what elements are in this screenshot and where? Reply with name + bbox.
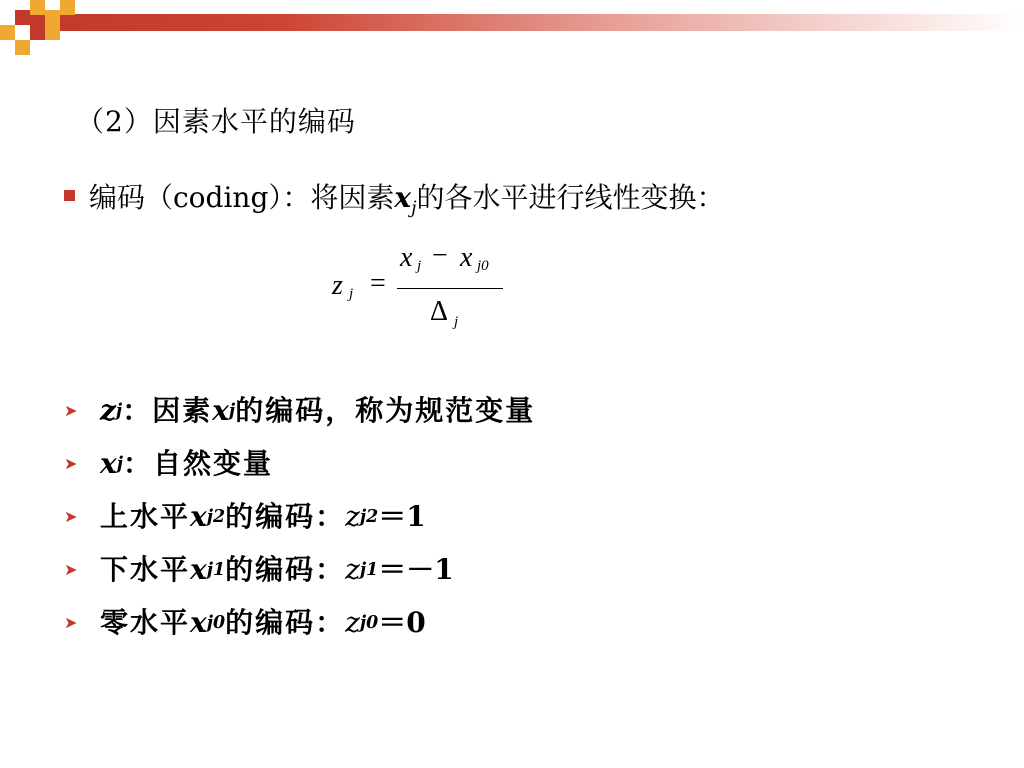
item-text: ：因素	[122, 393, 213, 427]
item-sub: j1	[206, 559, 226, 580]
item-sub: j	[115, 400, 123, 421]
list-item	[64, 543, 964, 596]
item-sub: j2	[206, 506, 226, 527]
item-zsub: j1	[359, 559, 379, 580]
item-prefix: 下水平	[100, 552, 191, 586]
main-bullet	[64, 176, 725, 219]
formula-numerator-b: x	[460, 242, 473, 273]
formula-numerator-a: x	[400, 242, 413, 273]
list-item	[64, 490, 964, 543]
header-gradient-bar	[30, 14, 1024, 31]
arrowhead-icon: ➤	[64, 453, 78, 473]
item-text: 的编码：	[225, 605, 346, 639]
deco-square	[30, 25, 45, 40]
item-zsub: j0	[359, 612, 379, 633]
list-item	[64, 596, 964, 649]
item-var: x	[190, 605, 207, 639]
formula-denominator: Δ	[430, 296, 449, 327]
item-text: 的编码：	[225, 499, 346, 533]
deco-square	[60, 0, 75, 15]
formula-lhs-sub: j	[349, 286, 354, 302]
item-prefix: 零水平	[100, 605, 191, 639]
item-text: ：自然变量	[122, 446, 273, 480]
coding-formula	[330, 240, 520, 340]
deco-square	[45, 10, 60, 25]
item-var: x	[190, 499, 207, 533]
deco-square	[30, 0, 45, 15]
section-title: （2）因素水平的编码	[76, 105, 356, 138]
square-bullet-icon	[64, 190, 75, 201]
slide-header-decoration	[0, 0, 1024, 70]
item-sub: j	[116, 453, 123, 474]
formula-numerator-b-sub: j0	[477, 258, 489, 274]
item-eq: ＝1	[378, 499, 426, 533]
formula-numerator-a-sub: j	[417, 258, 422, 274]
arrowhead-icon: ➤	[64, 612, 78, 632]
variable-x: x	[394, 181, 412, 214]
item-prefix: 上水平	[100, 499, 191, 533]
item-eq: ＝0	[378, 605, 426, 639]
arrowhead-icon: ➤	[64, 559, 78, 579]
item-zvar: z	[345, 499, 360, 533]
item-var2: x	[212, 393, 229, 427]
formula-minus: −	[432, 240, 448, 271]
item-sub2: j	[228, 400, 236, 421]
item-text: 的编码：	[225, 552, 346, 586]
item-zsub: j2	[359, 506, 379, 527]
variable-subscript: j	[411, 198, 417, 219]
list-item	[64, 384, 964, 437]
deco-square	[45, 25, 60, 40]
main-bullet-text: 编码（coding）：将因素	[89, 181, 395, 214]
formula-denominator-sub: j	[454, 314, 459, 330]
definition-list	[64, 384, 964, 649]
item-var: x	[100, 446, 117, 480]
deco-square	[15, 40, 30, 55]
list-item	[64, 437, 964, 490]
item-zvar: z	[345, 605, 360, 639]
arrowhead-icon: ➤	[64, 400, 78, 420]
formula-equals: =	[370, 268, 386, 299]
main-bullet-text-tail: 的各水平进行线性变换：	[416, 181, 725, 214]
fraction-bar	[397, 288, 503, 289]
item-var: x	[190, 552, 207, 586]
formula-lhs: z	[332, 270, 343, 301]
arrowhead-icon: ➤	[64, 506, 78, 526]
item-sub: j0	[206, 612, 226, 633]
item-zvar: z	[345, 552, 360, 586]
item-eq: ＝－1	[378, 552, 454, 586]
deco-square	[0, 25, 15, 40]
item-var: z	[100, 393, 116, 427]
deco-square	[15, 10, 30, 25]
item-tail: 的编码，称为规范变量	[235, 393, 536, 427]
